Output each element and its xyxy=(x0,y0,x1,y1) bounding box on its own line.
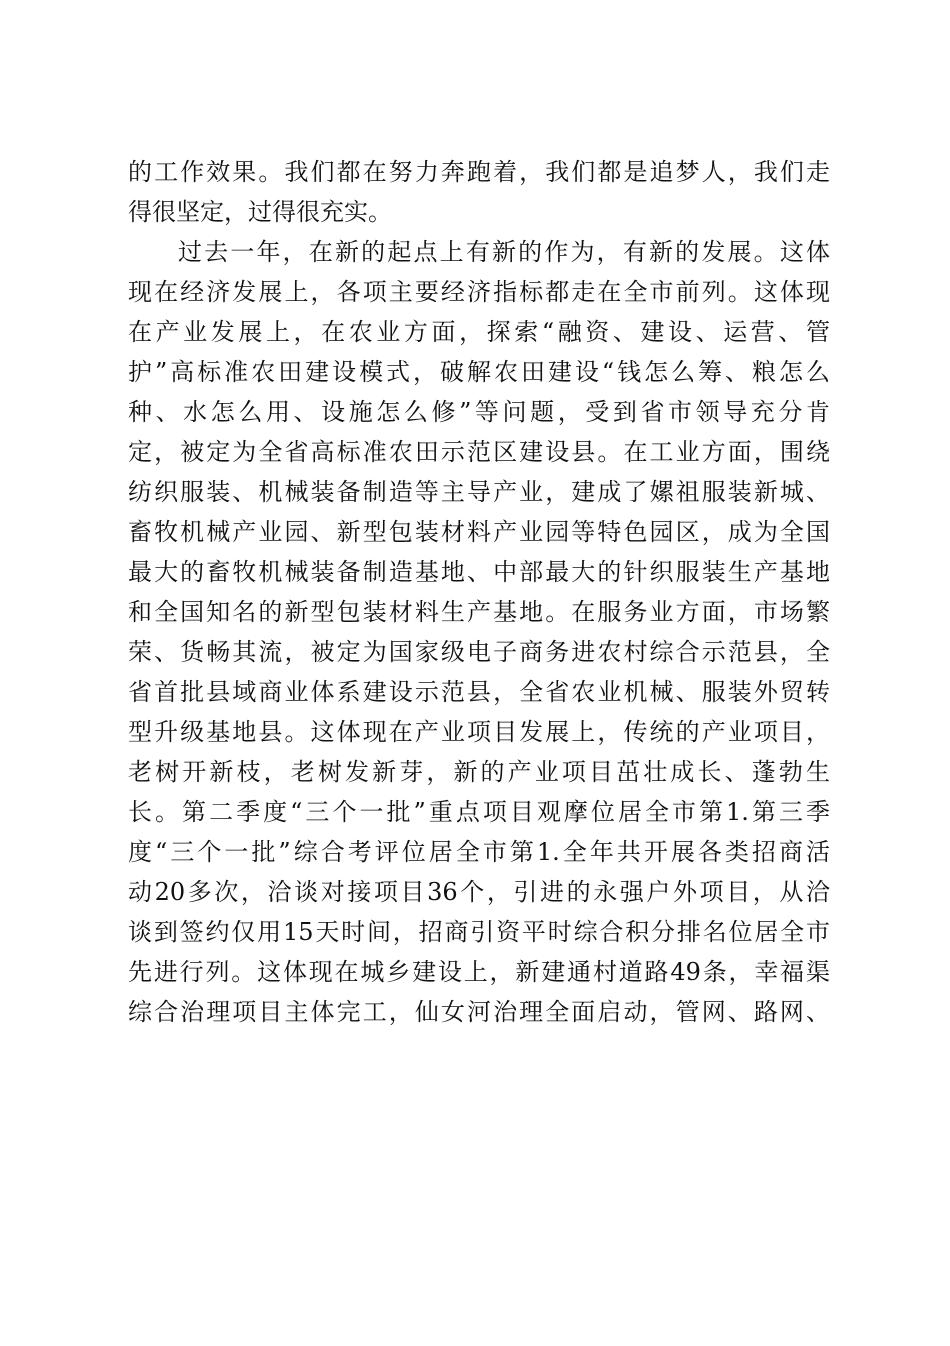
text-line: 现在经济发展上，各项主要经济指标都走在全市前列。这体现 xyxy=(128,278,830,306)
text-line: 最大的畜牧机械装备制造基地、中部最大的针织服装生产基地 xyxy=(128,558,830,586)
text-line: 纺织服装、机械装备制造等主导产业，建成了嫘祖服装新城、 xyxy=(128,478,830,506)
text-line: 长。第二季度“三个一批”重点项目观摩位居全市第1.第三季 xyxy=(128,798,830,826)
text-line: 畜牧机械产业园、新型包装材料产业园等特色园区，成为全国 xyxy=(128,518,830,546)
text-line: 在产业发展上，在农业方面，探索“融资、建设、运营、管 xyxy=(128,318,830,346)
text-line: 荣、货畅其流，被定为国家级电子商务进农村综合示范县，全 xyxy=(128,638,830,666)
text-line: 得很坚定，过得很充实。 xyxy=(128,198,392,226)
text-line: 综合治理项目主体完工，仙女河治理全面启动，管网、路网、 xyxy=(128,998,830,1026)
text-line: 型升级基地县。这体现在产业项目发展上，传统的产业项目， xyxy=(128,718,830,746)
text-line: 过去一年，在新的起点上有新的作为，有新的发展。这体 xyxy=(178,238,830,266)
text-line: 省首批县域商业体系建设示范县，全省农业机械、服装外贸转 xyxy=(128,678,830,706)
text-line: 的工作效果。我们都在努力奔跑着，我们都是追梦人，我们走 xyxy=(128,158,830,186)
text-line: 先进行列。这体现在城乡建设上，新建通村道路49条，幸福渠 xyxy=(128,958,830,986)
text-line: 和全国知名的新型包装材料生产基地。在服务业方面，市场繁 xyxy=(128,598,830,626)
document-body xyxy=(128,152,830,1032)
paragraph-1 xyxy=(128,152,830,232)
text-line: 动20多次，洽谈对接项目36个，引进的永强户外项目，从洽 xyxy=(128,878,830,906)
text-line: 谈到签约仅用15天时间，招商引资平时综合积分排名位居全市 xyxy=(128,918,830,946)
text-line: 度“三个一批”综合考评位居全市第1.全年共开展各类招商活 xyxy=(128,838,830,866)
paragraph-2 xyxy=(128,232,830,1032)
text-line: 定，被定为全省高标准农田示范区建设县。在工业方面，围绕 xyxy=(128,438,830,466)
text-line: 老树开新枝，老树发新芽，新的产业项目茁壮成长、蓬勃生 xyxy=(128,758,830,786)
text-line: 护”高标准农田建设模式，破解农田建设“钱怎么筹、粮怎么 xyxy=(128,358,830,386)
text-line: 种、水怎么用、设施怎么修”等问题，受到省市领导充分肯 xyxy=(128,398,830,426)
